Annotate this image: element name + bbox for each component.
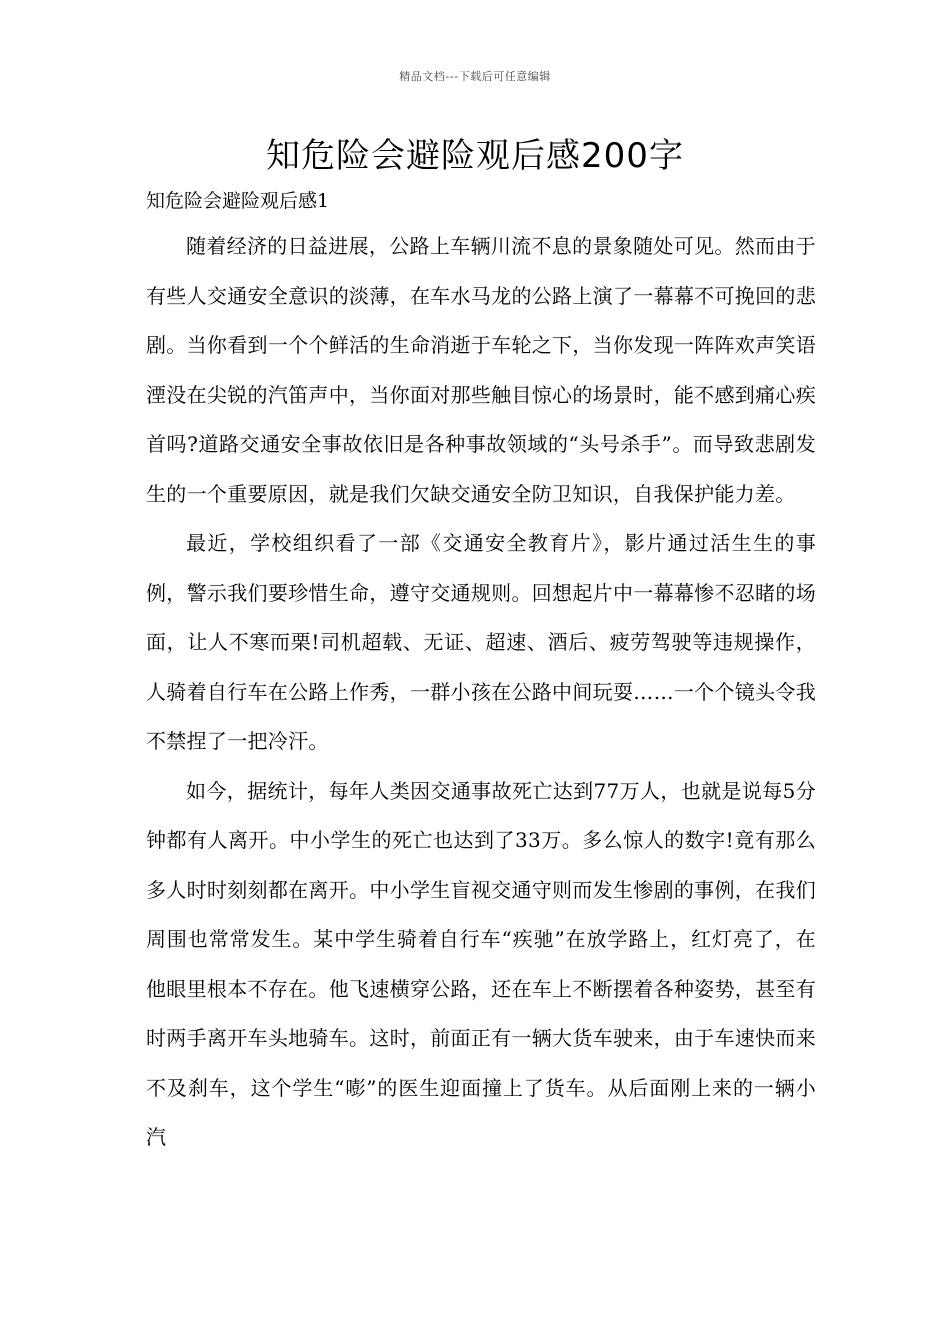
document-title: 知危险会避险观后感200字	[266, 136, 684, 176]
paragraph-3: 如今，据统计，每年人类因交通事故死亡达到77万人，也就是说每5分钟都有人离开。中小学生的死亡也达到了33万。多么惊人的数字!竟有那么多人时时刻刻都在离开。中小学生盲视交通守则而发生惨剧的事例，在我们周围也常常发生。某中学生骑着自行车“疾驰”在放学路上，红灯亮了，在他眼里根本不存在。他飞速横穿公路，还在车上不断摆着各种姿势，甚至有时两手离开车头地骑车。这时，前面正有一辆大货车驶来，由于车速快而来不及刹车，这个学生“嘭”的医生迎面撞上了货车。从后面刚上来的一辆小汽	[146, 778, 816, 1149]
paragraph-1: 随着经济的日益进展，公路上车辆川流不息的景象随处可见。然而由于有些人交通安全意识的淡薄，在车水马龙的公路上演了一幕幕不可挽回的悲剧。当你看到一个个鲜活的生命消逝于车轮之下，当你发现一阵阵欢声笑语湮没在尖锐的汽笛声中，当你面对那些触目惊心的场景时，能不感到痛心疾首吗?道路交通安全事故依旧是各种事故领域的“头号杀手”。而导致悲剧发生的一个重要原因，就是我们欠缺交通安全防卫知识，自我保护能力差。	[146, 234, 816, 506]
paragraph-2: 最近，学校组织看了一部《交通安全教育片》，影片通过活生生的事例，警示我们要珍惜生命，遵守交通规则。回想起片中一幕幕惨不忍睹的场面，让人不寒而栗!司机超载、无证、超速、酒后、疲劳驾驶等违规操作，人骑着自行车在公路上作秀，一群小孩在公路中间玩耍……一个个镜头令我不禁捏了一把冷汗。	[146, 531, 816, 753]
section-subtitle: 知危险会避险观后感1	[146, 190, 330, 212]
document-body	[146, 186, 816, 1163]
header-note: 精品文档---下载后可任意编辑	[399, 70, 551, 83]
